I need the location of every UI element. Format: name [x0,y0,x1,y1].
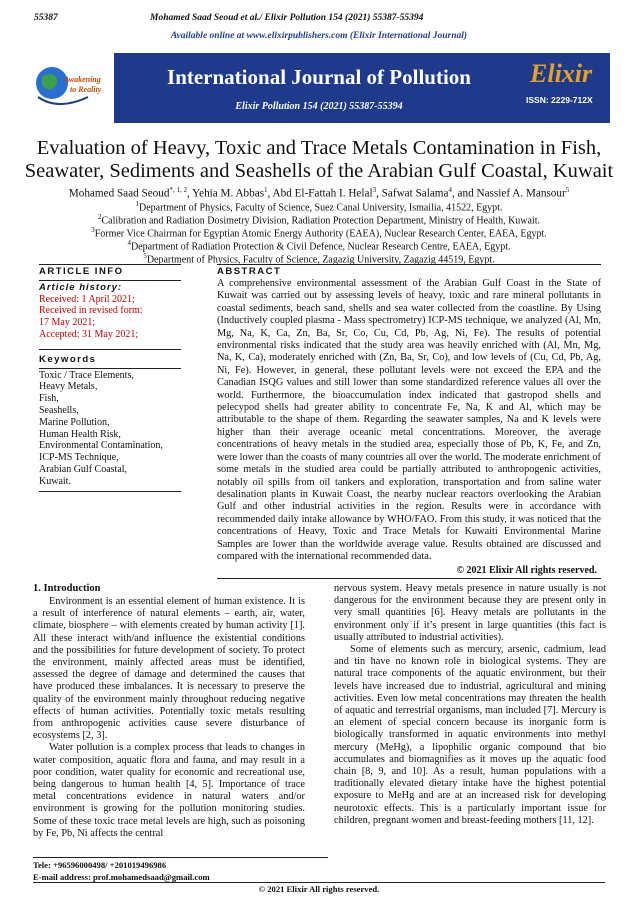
keyword: Environmental Contamination, [39,440,163,452]
abstract-heading: ABSTRACT [217,266,282,277]
author-4-sup: 4 [448,186,452,194]
journal-citation: Elixir Pollution 154 (2021) 55387-55394 [235,101,403,112]
affiliation-2: $^2$Calibration and Radiation Dosimetry Division, Radiation Protection Department, Ministry of Health, Kuwait. [97,213,541,227]
footer-copyright: © 2021 Elixir All rights reserved. [258,884,380,894]
elixir-logo [522,53,610,123]
awakening-logo [28,53,114,123]
footer-email: E-mail address: prof.mohamedsaad@gmail.com [33,872,210,882]
author-5-sup: 5 [565,186,570,194]
available-online: Available online at www.elixirpublishers.com (Elixir International Journal) [170,31,468,41]
keyword: ICP-MS Technique, [39,452,119,464]
keyword: Arabian Gulf Coastal, [39,463,128,475]
author-1: Mohamed Saad Seoud [68,187,170,200]
running-title: Mohamed Saad Seoud et al./ Elixir Pollution 154 (2021) 55387-55394 [150,13,424,23]
left-column [33,596,305,840]
abstract-copyright: © 2021 Elixir All rights reserved. [456,565,597,576]
keyword: Human Health Risk, [39,428,121,440]
page-number: 55387 [34,13,58,23]
history-revised: Received in revised form: [39,305,143,317]
affiliation-1: $^1$Department of Physics, Faculty of Science, Suez Canal University, Ismailia, 41522, Egypt. [135,200,503,214]
keyword: Kuwait. [39,475,71,487]
logo-text-1: Awakening [64,75,101,84]
author-2: , Yehia M. Abbas [186,187,265,200]
divider [39,264,181,265]
keyword: Seashells, [39,404,79,416]
journal-name: International Journal of Pollution [167,65,471,89]
author-1-sup: *, 1, 2 [169,186,187,194]
history-received: Received: 1 April 2021; [39,293,135,305]
paragraph: nervous system. Heavy metals presence in nature usually is not dangerous for the environment because they are present only in very small quantities [6]. Heavy metals are pollutants in the environment only if it’s present in large quantities (this fact is usually attributed to industrial activities). [334,583,606,643]
divider [217,264,601,265]
keywords-heading: Keywords [39,353,97,365]
affiliation-4: $^4$Department of Radiation Protection & Civil Defence, Nuclear Research Centre, EAEA, Egypt. [127,239,511,253]
history-accepted: Accepted: 31 May 2021; [39,328,139,340]
paragraph: Environment is an essential element of human existence. It is a result of interference of natural elements – earth, air, water, climate, biosphere – with elements created by human activity [1]. All these interact with/and influence the existential conditions and the possibilities for future development of society. To protect the environment, mainly affected areas must be identified, assessed the degree of damage and determined the causes that have produced these imbalances. It is necessary to preserve the quality of the environment mainly throughout reducing negative effects of human activities. Potentially toxic metals resulting from anthropogenic activities cause severe disturbance of ecosystems [2, 3]. [33,596,305,742]
journal-banner [28,53,610,123]
divider [217,578,601,579]
abstract-text: A comprehensive environmental assessment of the Arabian Gulf Coast in the State of Kuwait was carried out by assessing levels of heavy, toxic and rare mineral pollutants in coastal sediments, beach sand, shells and sea water collected from the coastline. By Using (Inductively coupled plasma - Mass spectrometry) ICP-MS technique, we analyzed (Al, Mn, Mg, Na, K, Ca, Zn, Ba, Sr, Co, Cu, Cd, Pb, Ag, Ni, Fe). The results of potential environmental risks indicated that the study area was heavily enriched with (Al, Mn, Mg, Na, K, Ca), moderately enriched with (Zn, Ba, Sr, Co), and low levels of (Cu, Cd, Pb, Ag, Ni, Fe). However, in general, these pollutant levels were not exceed the EPA and the Canadian ISQG values and still lower than some standardized reference values all over the world. Furthermore, the bioaccumulation index indicated that gastropod shells and pelecypod shells had greater ability to concentrate Fe, Na, K and Al, which may be attributable to the shape of them. Regarding the seawater samples, Na and K levels were higher than their average oceanic metal concentrations. Moreover, the average concentrations of heavy metals in the studied area, especially those of Pb, K, Fe, and Zn, were lower than the coasts of many countries all over the world. The moderate enrichment of some metals in the studied area could be partially attributed to anthropogenic activities, notably oil spills from oil tankers and exploration, transportation and from saline water desalination plants in Kuwait Coast, the nearby nuclear reactors overlooking the Arabian Gulf and other industrial activities in the region. Results were in accordance with recommended daily intake allowance by WHO/FAO. From this study, it was noticed that the concentrations of Heavy, Toxic and Trace Metals for Kuwaiti Environmental Marine Samples are lower than the worldwide average value. Results obtained are discussed and compared with the international recommended data. [217,278,601,562]
keyword-list [39,368,181,488]
keyword: Marine Pollution, [39,416,110,428]
author-3: , Abd El-Fattah I. Helal [267,187,373,200]
footer-tele: Tele: +96596000498/ +201019496986 [33,860,167,870]
author-4: , Safwat Salama [376,187,449,200]
affiliation-3: $^3$Former Vice Chairman for Egyptian Atomic Energy Authority (EAEA), Nuclear Research Center, EAEA, Egypt. [91,226,547,240]
affiliation-5: $^5$Department of Physics, Faculty of Science, Zagazig University, Zagazig 44519, Egypt. [143,252,495,266]
logo-text-2: to Reality [70,85,102,94]
author-3-sup: 3 [372,186,377,194]
keyword: Heavy Metals, [39,381,98,393]
footer-divider [33,882,605,883]
right-column [334,583,606,827]
paper-title: Evaluation of Heavy, Toxic and Trace Metals Contamination in Fish, Seawater, Sediments and Seashells of the Arabian Gulf Coastal, Kuwait [24,137,614,182]
history-heading: Article history: [39,281,123,293]
paragraph: Water pollution is a complex process that leads to changes in water composition, aquatic flora and fauna, and may result in a poor condition, water quality for economic and recreational use, being dangerous to human health [4, 5]. Importance of trace metal concentrations evidence in natural waters and/or environment is growing for the pollution monitoring studies. Some of these toxic trace metal levels are high, such as poisoning by Fe, Pb, Ni affects the central [33,742,305,839]
keyword: Fish, [39,393,59,405]
article-info [39,266,181,492]
paragraph: Some of elements such as mercury, arsenic, cadmium, lead and tin have no known role in biological systems. They are natural trace components of the aquatic environment, but their levels have increased due to industrial, agricultural and mining activities. Even low metal concentrations may threaten the health of aquatic and terrestrial organisms, man included [7]. Mercury is an element of special concern because its inorganic form is biologically transformed in aquatic environments into methyl mercury (MeHg), a lipophilic organic compound that bio accumulates and biomagnifies as it moves up the aquatic food chain [8, 9, and 10]. As a result, human populations with a traditionally elevated dietary intake have the highest potential exposure to MeHg and are at an increased risk for developing neurotoxic effects. This is a particularly important issue for children, pregnant women and breast-feeding mothers [11, 12]. [334,644,606,826]
keyword: Toxic / Trace Elements, [39,369,134,381]
elixir-logo-text: Elixir [530,59,593,88]
section-heading: 1. Introduction [33,583,101,594]
author-5: , and Nassief A. Mansour [451,187,566,200]
footer-divider [33,857,328,858]
history-revised-date: 17 May 2021; [39,317,96,329]
article-info-heading: ARTICLE INFO [39,266,124,277]
issn: ISSN: 2229-712X [526,95,593,105]
author-2-sup: 1 [264,186,268,194]
